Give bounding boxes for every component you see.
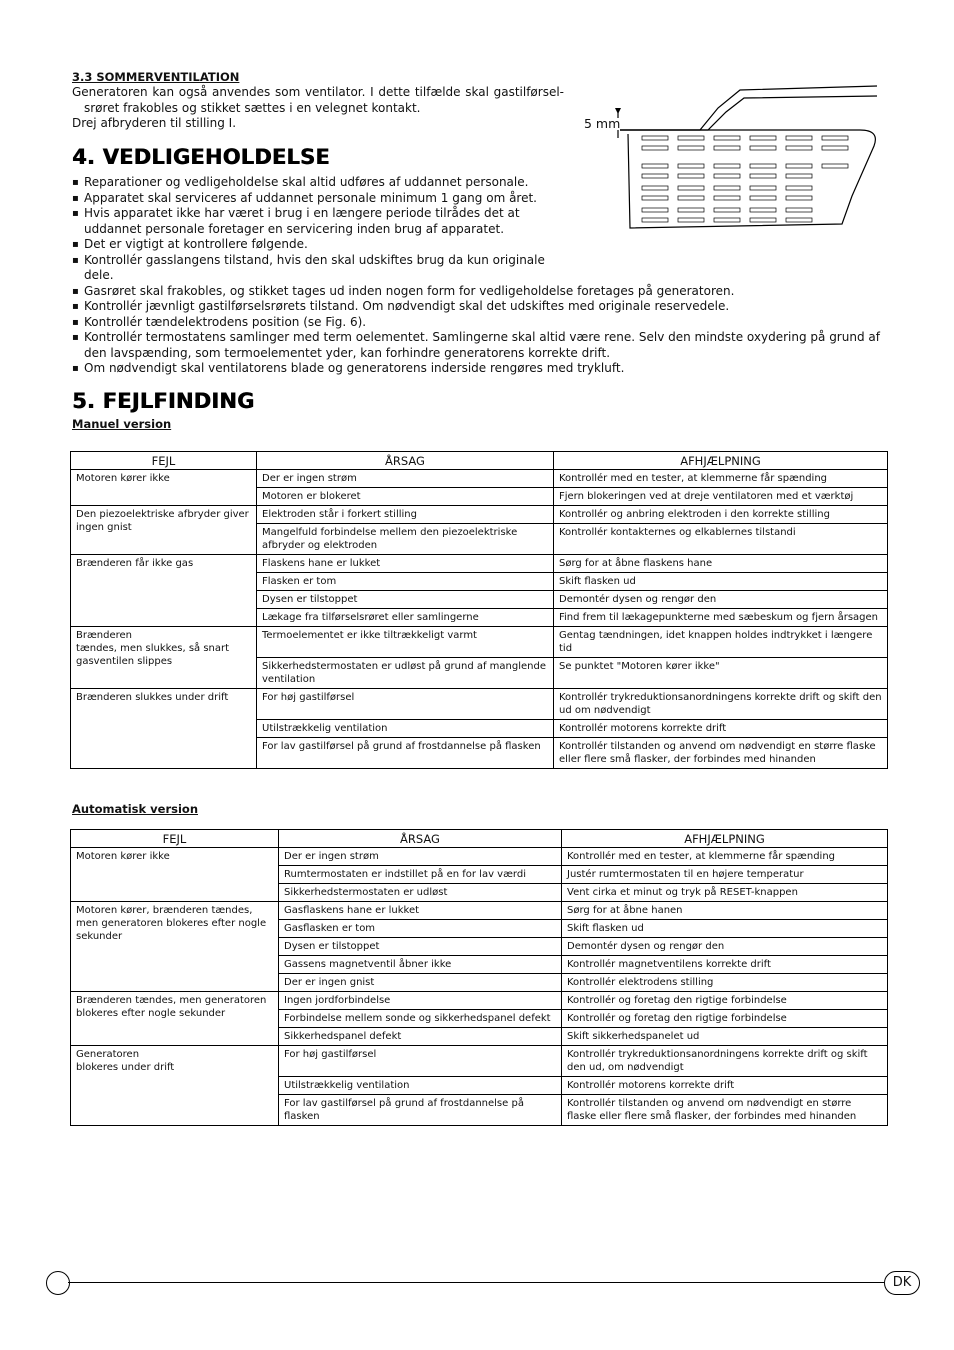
burner-slot: [714, 136, 740, 140]
page-number-circle: [46, 1271, 70, 1295]
burner-slot: [822, 146, 848, 150]
section-3-3-heading: 3.3 SOMMERVENTILATION: [72, 70, 240, 84]
section-3-3-line-3: Drej afbryderen til stilling I.: [72, 116, 237, 130]
maintenance-item: ▪ Hvis apparatet ikke har været i brug i en længere periode tilrådes det at uddannet personale foretager en servicering inden brug af apparatet.: [72, 206, 562, 237]
burner-slot: [678, 136, 704, 140]
gap-label: 5 mm: [584, 116, 621, 131]
cause-cell: Utilstrækkelig ventilation: [257, 720, 554, 738]
cause-cell: Motoren er blokeret: [257, 488, 554, 506]
burner-slot: [822, 136, 848, 140]
table-row: [71, 689, 888, 720]
cause-cell: Sikkerhedstermostaten er udløst: [279, 884, 562, 902]
cause-cell: Gasflaskens hane er lukket: [279, 902, 562, 920]
fault-cell: Brænderen får ikke gas: [71, 555, 257, 627]
fault-cell: Motoren kører ikke: [71, 848, 279, 902]
table-row: [71, 1046, 888, 1077]
table-row: [71, 627, 888, 658]
fault-cell: Motoren kører, brænderen tændes, men generatoren blokeres efter nogle sekunder: [71, 902, 279, 992]
table-header-row: [71, 452, 888, 470]
cause-cell: Gassens magnetventil åbner ikke: [279, 956, 562, 974]
cause-cell: For høj gastilførsel: [279, 1046, 562, 1077]
section-4-heading: 4. VEDLIGEHOLDELSE: [72, 145, 330, 169]
section-3-3-text: [72, 85, 564, 132]
fault-cell: Brænderen tændes, men slukkes, så snart gasventilen slippes: [71, 627, 257, 689]
remedy-cell: Find frem til lækagepunkterne med sæbeskum og fjern årsagen: [554, 609, 888, 627]
remedy-cell: Sørg for at åbne hanen: [562, 902, 888, 920]
manual-version-heading: Manuel version: [72, 417, 172, 431]
remedy-cell: Vent cirka et minut og tryk på RESET-knappen: [562, 884, 888, 902]
header-fejl: FEJL: [71, 830, 279, 848]
burner-slot: [678, 146, 704, 150]
table-row: [71, 848, 888, 866]
remedy-cell: Kontrollér og foretag den rigtige forbindelse: [562, 1010, 888, 1028]
language-badge: DK: [884, 1271, 920, 1295]
header-fejl: FEJL: [71, 452, 257, 470]
cause-cell: Rumtermostaten er indstillet på en for lav værdi: [279, 866, 562, 884]
cause-cell: Dysen er tilstoppet: [257, 591, 554, 609]
section-5-heading: 5. FEJLFINDING: [72, 389, 255, 413]
automatic-version-heading: Automatisk version: [72, 802, 199, 816]
remedy-cell: Kontrollér kontakternes og elkablernes tilstandi: [554, 524, 888, 555]
remedy-cell: Kontrollér trykreduktionsanordningens korrekte drift og skift den ud om nødvendigt: [554, 689, 888, 720]
burner-slot: [714, 146, 740, 150]
maintenance-item: ▪ Kontrollér tændelektrodens position (se Fig. 6).: [72, 315, 888, 331]
header-arsag: ÅRSAG: [257, 452, 554, 470]
burner-slot: [678, 164, 704, 168]
maintenance-item: ▪ Det er vigtigt at kontrollere følgende.: [72, 237, 562, 253]
remedy-cell: Kontrollér motorens korrekte drift: [554, 720, 888, 738]
remedy-cell: Kontrollér og anbring elektroden i den korrekte stilling: [554, 506, 888, 524]
burner-slot: [750, 136, 776, 140]
remedy-cell: Justér rumtermostaten til en højere temperatur: [562, 866, 888, 884]
table-row: [71, 902, 888, 920]
burner-slot: [822, 164, 848, 168]
maintenance-item: ▪ Om nødvendigt skal ventilatorens blade og generatorens inderside rengøres med trykluft.: [72, 361, 888, 377]
burner-slot: [750, 164, 776, 168]
remedy-cell: Sørg for at åbne flaskens hane: [554, 555, 888, 573]
remedy-cell: Se punktet "Motoren kører ikke": [554, 658, 888, 689]
cause-cell: Flaskens hane er lukket: [257, 555, 554, 573]
burner-slot: [642, 136, 668, 140]
cause-cell: Sikkerhedstermostaten er udløst på grund af manglende ventilation: [257, 658, 554, 689]
remedy-cell: Kontrollér elektrodens stilling: [562, 974, 888, 992]
burner-slot: [714, 164, 740, 168]
table-row: [71, 506, 888, 524]
remedy-cell: Skift sikkerhedspanelet ud: [562, 1028, 888, 1046]
maintenance-list: [72, 175, 888, 377]
cause-cell: Der er ingen strøm: [257, 470, 554, 488]
header-arsag: ÅRSAG: [279, 830, 562, 848]
header-afhjaelpning: AFHJÆLPNING: [562, 830, 888, 848]
cause-cell: Flasken er tom: [257, 573, 554, 591]
remedy-cell: Demontér dysen og rengør den: [554, 591, 888, 609]
burner-slot: [642, 146, 668, 150]
cause-cell: Ingen jordforbindelse: [279, 992, 562, 1010]
cause-cell: Dysen er tilstoppet: [279, 938, 562, 956]
fault-cell: Brænderen tændes, men generatoren blokeres efter nogle sekunder: [71, 992, 279, 1046]
cause-cell: Gasflasken er tom: [279, 920, 562, 938]
cause-cell: Forbindelse mellem sonde og sikkerhedspanel defekt: [279, 1010, 562, 1028]
fault-cell: Generatoren blokeres under drift: [71, 1046, 279, 1126]
maintenance-item: ▪ Apparatet skal serviceres af uddannet personale minimum 1 gang om året.: [72, 191, 562, 207]
burner-slot: [786, 136, 812, 140]
cause-cell: Termoelementet er ikke tiltrækkeligt varmt: [257, 627, 554, 658]
cause-cell: For lav gastilførsel på grund af frostdannelse på flasken: [257, 738, 554, 769]
table-header-row: [71, 830, 888, 848]
cause-cell: Sikkerhedspanel defekt: [279, 1028, 562, 1046]
cause-cell: Der er ingen gnist: [279, 974, 562, 992]
cause-cell: For lav gastilførsel på grund af frostdannelse på flasken: [279, 1095, 562, 1126]
remedy-cell: Skift flasken ud: [562, 920, 888, 938]
remedy-cell: Gentag tændningen, idet knappen holdes indtrykket i længere tid: [554, 627, 888, 658]
remedy-cell: Kontrollér tilstanden og anvend om nødvendigt en større flaske eller flere små flasker, der forbindes med hinanden: [554, 738, 888, 769]
footer-rule: [68, 1282, 884, 1283]
burner-slot: [750, 146, 776, 150]
section-3-3-line-2: srøret frakobles og stikket sættes i en velegnet kontakt.: [84, 100, 421, 115]
cause-cell: Mangelfuld forbindelse mellem den piezoelektriske afbryder og elektroden: [257, 524, 554, 555]
burner-slot: [786, 146, 812, 150]
cause-cell: Elektroden står i forkert stilling: [257, 506, 554, 524]
maintenance-item: ▪ Kontrollér gasslangens tilstand, hvis den skal udskiftes brug da kun originale dele.: [72, 253, 562, 284]
cause-cell: Lækage fra tilførselsrøret eller samlingerne: [257, 609, 554, 627]
remedy-cell: Kontrollér og foretag den rigtige forbindelse: [562, 992, 888, 1010]
cause-cell: Der er ingen strøm: [279, 848, 562, 866]
fault-cell: Den piezoelektriske afbryder giver ingen gnist: [71, 506, 257, 555]
remedy-cell: Kontrollér med en tester, at klemmerne får spænding: [562, 848, 888, 866]
burner-slot: [786, 164, 812, 168]
remedy-cell: Fjern blokeringen ved at dreje ventilatoren med et værktøj: [554, 488, 888, 506]
cause-cell: Utilstrækkelig ventilation: [279, 1077, 562, 1095]
maintenance-item: ▪ Gasrøret skal frakobles, og stikket tages ud inden nogen form for vedligeholdelse foretages på generatoren.: [72, 284, 888, 300]
remedy-cell: Kontrollér motorens korrekte drift: [562, 1077, 888, 1095]
remedy-cell: Demontér dysen og rengør den: [562, 938, 888, 956]
remedy-cell: Kontrollér tilstanden og anvend om nødvendigt en større flaske eller flere små flasker, der forbindes med hinanden: [562, 1095, 888, 1126]
header-afhjaelpning: AFHJÆLPNING: [554, 452, 888, 470]
remedy-cell: Kontrollér trykreduktionsanordningens korrekte drift og skift den ud, om nødvendigt: [562, 1046, 888, 1077]
table-row: [71, 470, 888, 488]
maintenance-item: ▪ Kontrollér termostatens samlinger med term oelementet. Samlingerne skal altid være rene. Selv den mindste oxydering på grund af den lavspænding, som termoelementet yder, kan forhindre generatorens korrekte drift.: [72, 330, 888, 361]
automatic-troubleshooting-table: [70, 829, 888, 1126]
remedy-cell: Skift flasken ud: [554, 573, 888, 591]
manual-troubleshooting-table: [70, 451, 888, 769]
cause-cell: For høj gastilførsel: [257, 689, 554, 720]
fault-cell: Brænderen slukkes under drift: [71, 689, 257, 769]
table-row: [71, 992, 888, 1010]
table-row: [71, 555, 888, 573]
maintenance-item: ▪ Reparationer og vedligeholdelse skal altid udføres af uddannet personale.: [72, 175, 562, 191]
maintenance-item: ▪ Kontrollér jævnligt gastilførselsrørets tilstand. Om nødvendigt skal det udskiftes med originale reservedele.: [72, 299, 888, 315]
burner-slot: [642, 164, 668, 168]
remedy-cell: Kontrollér med en tester, at klemmerne får spænding: [554, 470, 888, 488]
fault-cell: Motoren kører ikke: [71, 470, 257, 506]
section-3-3-line-1: Generatoren kan også anvendes som ventilator. I dette tilfælde skal gastilførsel-: [72, 85, 564, 99]
remedy-cell: Kontrollér magnetventilens korrekte drift: [562, 956, 888, 974]
